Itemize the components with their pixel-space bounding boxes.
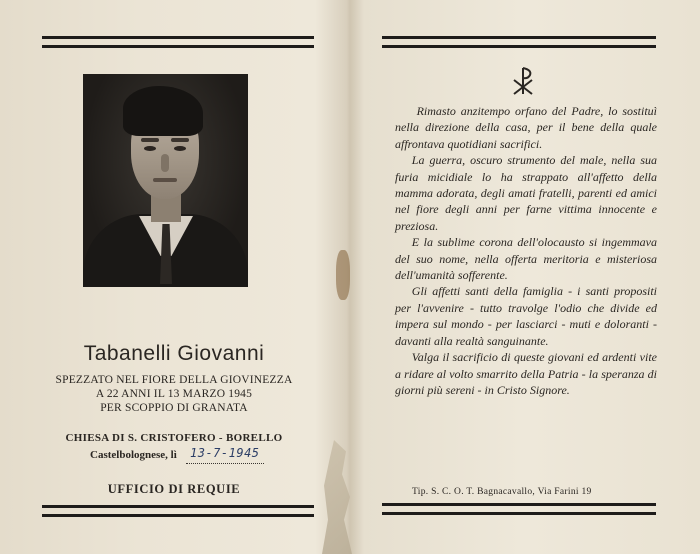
paragraph-5: Valga il sacrificio di queste giovani ed ardenti vite a ridare al volto smarrito della Patria - la speranza di giorni più sereni - in Cristo Signore. [395, 350, 657, 397]
service-title: UFFICIO DI REQUIE [107, 482, 241, 496]
fold-stain [336, 250, 350, 300]
subtitle-line-1: SPEZZATO NEL FIORE DELLA GIOVINEZZA [55, 374, 293, 386]
place-label: Castelbolognese, lì [90, 449, 177, 461]
bottom-double-rule-right [382, 503, 656, 515]
deceased-name: Tabanelli Giovanni [83, 342, 265, 365]
date-underline [186, 463, 264, 465]
church-name: CHIESA DI S. CRISTOFERO - BORELLO [65, 432, 283, 444]
handwritten-date: 13-7-1945 [190, 446, 260, 460]
obituary-text [395, 103, 657, 398]
paragraph-1: Rimasto anzitempo orfano del Padre, lo sostituì nella direzione della casa, per il bene della quale affrontava quotidiani sacrifici. [395, 104, 657, 151]
paragraph-2: La guerra, oscuro strumento del male, nella sua furia micidiale lo ha strappato all'affetto della mamma adorata, degli amati fratelli, parenti ed amici nel fiore degli anni per farne vittima innocente e preziosa. [395, 153, 657, 233]
chi-rho-icon [510, 66, 536, 96]
subtitle-line-3: PER SCOPPIO DI GRANATA [100, 402, 248, 414]
right-page [350, 0, 700, 554]
paragraph-4: Gli affetti santi della famiglia - i santi propositi per l'avvenire - tutto travolge l'odio che divide ed impera sul mondo - per lasciarci - muti e doloranti - davanti alla realtà sanguinante. [395, 284, 657, 348]
printer-credit: Tip. S. C. O. T. Bagnacavallo, Via Farini 19 [412, 487, 592, 497]
bottom-double-rule [42, 505, 314, 517]
left-page [0, 0, 348, 554]
top-double-rule-right [382, 36, 656, 48]
subtitle-line-2: A 22 ANNI IL 13 MARZO 1945 [95, 388, 253, 400]
top-double-rule [42, 36, 314, 48]
paragraph-3: E la sublime corona dell'olocausto si ingemmava del suo nome, nella offerta meritoria e misteriosa dell'umanità sofferente. [395, 235, 657, 283]
portrait-photo [83, 74, 248, 287]
